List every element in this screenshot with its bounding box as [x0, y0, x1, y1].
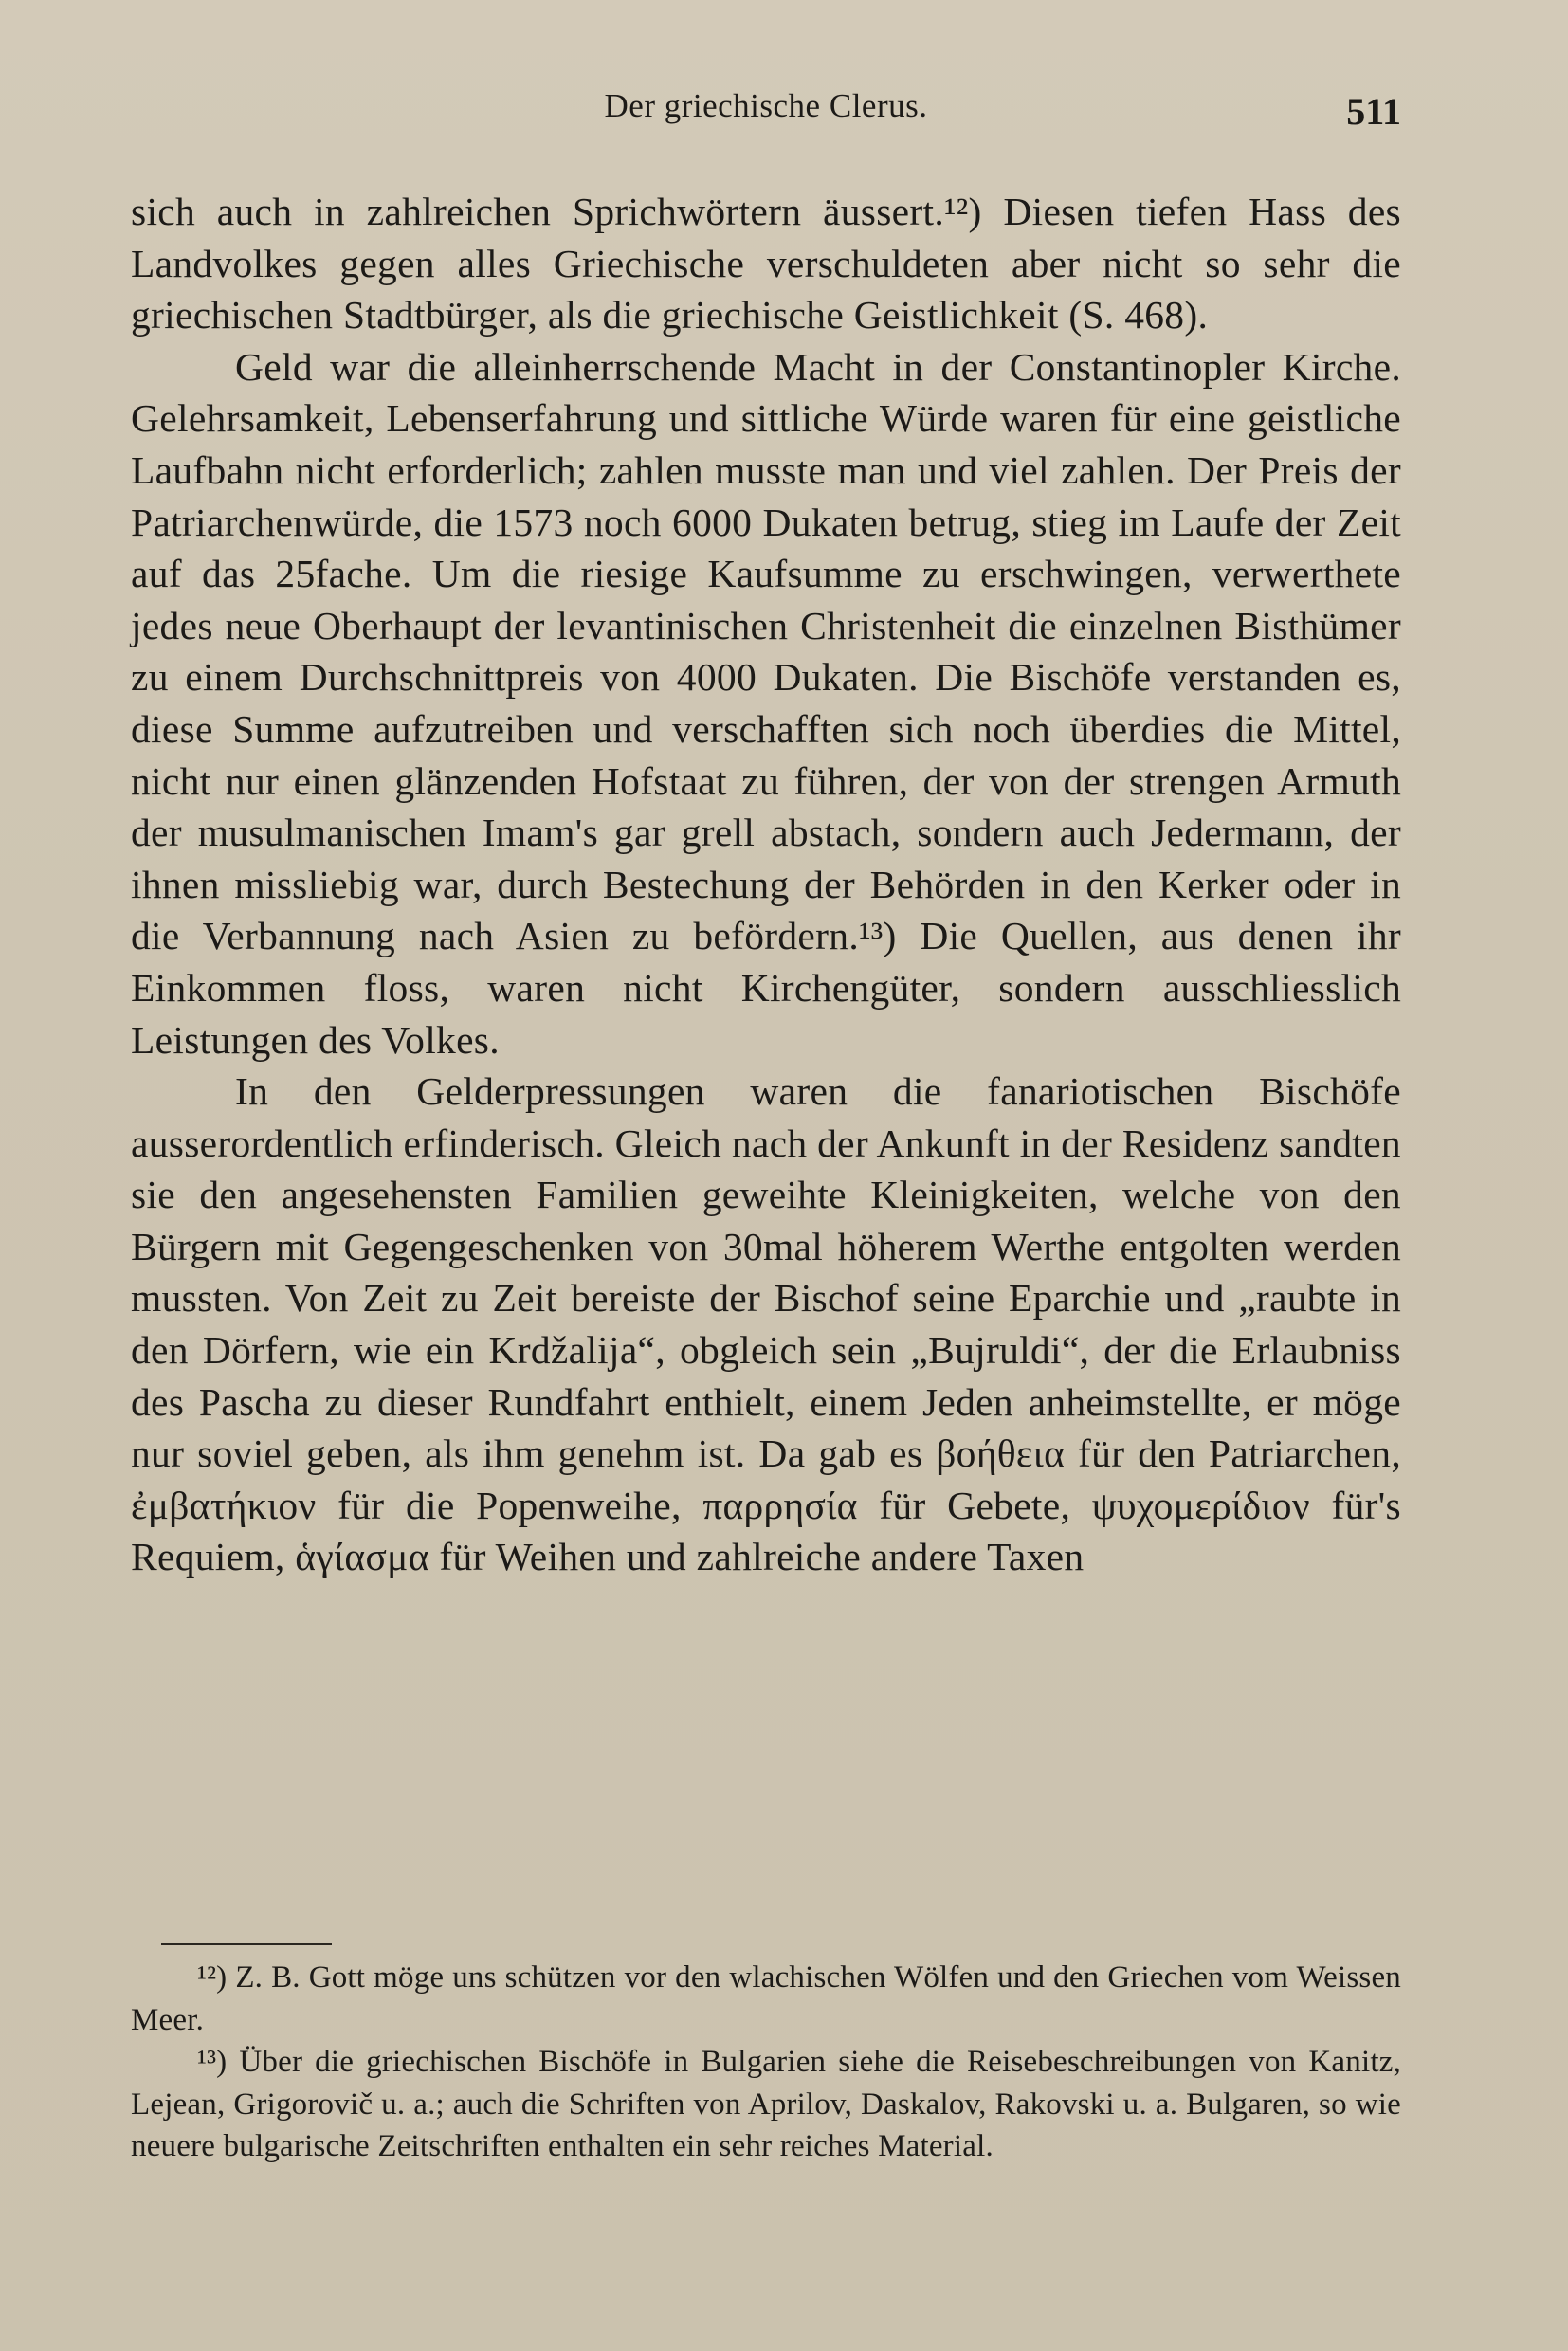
footnote-13: ¹³) Über die griechischen Bischöfe in Bulgarien siehe die Reisebeschreibungen von Kanitz, Lejean, Grigorovič u. a.; auch die Schriften von Aprilov, Daskalov, Rakovski u. a. Bulgaren, so wie neuere bulgarische Zeitschriften enthalten ein sehr reiches Material. [131, 2045, 1401, 2163]
footnote-separator [161, 1943, 332, 1945]
footnote-12: ¹²) Z. B. Gott möge uns schützen vor den wlachischen Wölfen und den Griechen vom Weissen Meer. [131, 1960, 1401, 2037]
paragraph-continuation: sich auch in zahlreichen Sprichwörtern äussert.¹²) Diesen tiefen Hass des Landvolkes gegen alles Griechische verschuldeten aber nicht so sehr die griechischen Stadtbürger, als die griechische Geistlichkeit (S. 468). [131, 190, 1401, 337]
running-title: Der griechische Clerus. [604, 87, 928, 124]
paragraph: Geld war die alleinherrschende Macht in der Constantinopler Kirche. Gelehrsamkeit, Lebenserfahrung und sittliche Würde waren für eine geistliche Laufbahn nicht erforderlich; zahlen musste man und viel zahlen. Der Preis der Patriarchenwürde, die 1573 noch 6000 Dukaten betrug, stieg im Laufe der Zeit auf das 25fache. Um die riesige Kaufsumme zu erschwingen, verwerthete jedes neue Oberhaupt der levantinischen Christenheit die einzelnen Bisthümer zu einem Durchschnittpreis von 4000 Dukaten. Die Bischöfe verstanden es, diese Summe aufzutreiben und verschafften sich noch überdies die Mittel, nicht nur einen glänzenden Hofstaat zu führen, der von der strengen Armuth der musulmanischen Imam's gar grell abstach, sondern auch Jedermann, der ihnen missliebig war, durch Bestechung der Behörden in den Kerker oder in die Verbannung nach Asien zu befördern.¹³) Die Quellen, aus denen ihr Einkommen floss, waren nicht Kirchengüter, sondern ausschliesslich Leistungen des Volkes. [131, 344, 1401, 1062]
page-number: 511 [1346, 90, 1401, 133]
main-text [131, 186, 1401, 1583]
footnotes [131, 1957, 1401, 2168]
page-header [131, 87, 1401, 144]
paragraph: In den Gelderpressungen waren die fanariotischen Bischöfe ausserordentlich erfinderisch. Gleich nach der Ankunft in der Residenz sandten sie den angesehensten Familien geweihte Kleinigkeiten, welche von den Bürgern mit Gegengeschenken von 30mal höherem Werthe entgolten werden mussten. Von Zeit zu Zeit bereiste der Bischof seine Eparchie und „raubte in den Dörfern, wie ein Krdžalija“, obgleich sein „Bujruldi“, der die Erlaubniss des Pascha zu dieser Rundfahrt enthielt, einem Jeden anheimstellte, er möge nur soviel geben, als ihm genehm ist. Da gab es βοήθεια für den Patriarchen, ἐμβατήκιον für die Popenweihe, παρρησία für Gebete, ψυχομερίδιον für's Requiem, ἁγίασμα für Weihen und zahlreiche andere Taxen [131, 1069, 1401, 1579]
